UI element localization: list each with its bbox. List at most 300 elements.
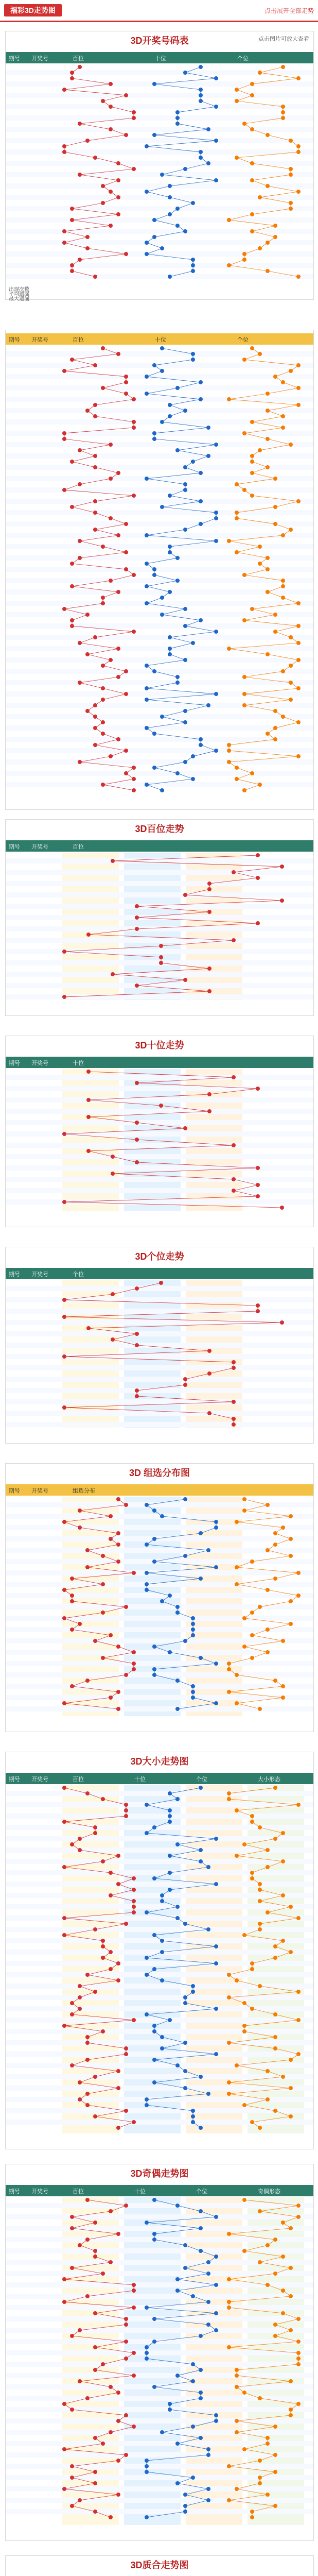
header-cell: 百位 [73,1776,84,1783]
draw-ball [70,76,74,80]
section-ge [5,1247,314,1444]
draw-ball [242,2249,246,2253]
draw-ball [214,516,218,520]
section-title: 3D十位走势 [135,1040,184,1050]
draw-ball [183,2001,187,2005]
draw-ball [206,2272,210,2276]
draw-ball [281,105,285,109]
draw-ball [152,2340,156,2344]
draw-ball [214,443,218,447]
draw-ball [250,1656,254,1660]
draw-ball [62,1354,66,1359]
draw-ball [175,448,180,452]
draw-ball [85,409,90,413]
draw-ball [242,618,246,622]
draw-ball [109,477,113,481]
draw-ball [258,1888,262,1892]
draw-ball [111,1337,115,1342]
draw-ball [258,246,262,250]
draw-ball [93,2470,97,2474]
draw-ball [62,1405,66,1410]
header-cell: 开奖号 [31,844,48,850]
draw-ball [93,414,97,418]
draw-ball [199,2396,203,2400]
draw-ball [116,161,120,165]
draw-ball [101,783,105,787]
header-cell: 十位 [73,1060,84,1066]
draw-ball [111,1292,115,1296]
trend-line [64,855,282,997]
draw-ball [70,618,74,622]
header-cell: 期号 [9,1060,20,1066]
draw-ball [168,1808,172,1812]
draw-ball [206,1865,210,1869]
draw-ball [168,1888,172,1892]
draw-ball [227,218,231,222]
draw-ball [235,1520,239,1524]
draw-ball [199,2126,203,2130]
draw-ball [273,375,277,379]
draw-ball [214,1961,218,1965]
draw-ball [281,715,285,719]
draw-ball [250,2120,254,2124]
trend-lines [6,31,313,299]
draw-ball [168,195,172,199]
draw-ball [191,754,195,758]
draw-ball [78,482,82,486]
draw-ball [135,1081,139,1085]
draw-ball [124,567,128,571]
draw-ball [175,2277,180,2281]
draw-ball [132,2120,136,2124]
section-title: 3D大小走势图 [130,1756,189,1767]
draw-ball [159,1104,163,1108]
draw-ball [191,641,195,645]
draw-ball [159,944,163,948]
draw-ball [175,116,180,120]
draw-ball [266,2442,270,2446]
draw-ball [214,1520,218,1524]
draw-ball [124,133,128,137]
draw-ball [62,1132,66,1136]
draw-ball [227,2080,231,2084]
draw-ball [281,2221,285,2225]
draw-ball [101,664,105,668]
draw-ball [101,1939,105,1943]
draw-ball [160,420,164,424]
draw-ball [250,2007,254,2011]
draw-ball [152,1673,156,1677]
draw-ball [78,2007,82,2011]
draw-ball [227,760,231,764]
draw-ball [235,1565,239,1569]
draw-ball [160,2430,164,2434]
draw-ball [160,788,164,792]
draw-ball [281,414,285,418]
draw-ball [250,178,254,182]
draw-ball [256,1303,260,1308]
draw-ball [281,579,285,583]
draw-ball [207,1109,211,1113]
draw-ball [78,65,82,69]
draw-ball [168,1814,172,1818]
draw-ball [242,1497,246,1501]
draw-ball [175,2374,180,2378]
trend-line [147,67,216,277]
draw-ball [289,635,293,639]
draw-ball [109,2430,113,2434]
draw-ball [232,1075,236,1079]
draw-ball [152,2385,156,2389]
draw-ball [101,1944,105,1948]
header-cell: 期号 [9,844,20,850]
draw-ball [85,1548,90,1552]
draw-ball [227,1791,231,1795]
draw-ball [199,499,203,503]
header-cell: 开奖号 [31,337,48,343]
draw-ball [296,658,301,662]
draw-ball [145,1803,149,1807]
draw-ball [145,562,149,566]
draw-ball [281,2311,285,2315]
section-shi [5,1036,314,1227]
draw-ball [132,1662,136,1666]
draw-ball [85,2058,90,2062]
draw-ball [135,1286,139,1291]
header-cell: 开奖号 [31,2189,48,2195]
draw-ball [206,2498,210,2502]
trend-lines [6,1247,313,1443]
draw-ball [266,409,270,413]
draw-ball [235,1701,239,1705]
draw-ball [258,2396,262,2400]
draw-ball [124,2109,128,2113]
draw-ball [124,2413,128,2417]
draw-ball [289,681,293,685]
draw-ball [206,161,210,165]
draw-ball [93,1990,97,1994]
draw-ball [175,1605,180,1609]
draw-ball [242,1842,246,1846]
draw-ball [132,2283,136,2287]
draw-ball [183,488,187,492]
draw-ball [273,477,277,481]
header-cell: 百位 [73,337,84,343]
draw-ball [168,652,172,656]
draw-ball [62,950,66,954]
draw-ball [85,613,90,617]
draw-ball [93,465,97,469]
draw-ball [124,392,128,396]
draw-ball [124,2453,128,2457]
draw-ball [250,1820,254,1824]
draw-ball [242,431,246,435]
draw-ball [124,1503,128,1507]
draw-ball [250,420,254,424]
draw-ball [235,2368,239,2372]
draw-ball [175,579,180,583]
expand-link[interactable]: 点击展开全部走势 [264,7,314,14]
draw-ball [191,352,195,356]
draw-ball [124,2046,128,2050]
draw-ball [116,1854,120,1858]
draw-ball [258,1825,262,1829]
draw-ball [266,184,270,188]
draw-ball [109,1950,113,1954]
draw-ball [160,1939,164,1943]
draw-ball [145,2464,149,2468]
draw-ball [109,1537,113,1541]
draw-ball [199,99,203,103]
draw-ball [101,545,105,549]
draw-ball [160,369,164,373]
draw-ball [199,2075,203,2079]
trend-line [147,1499,216,1709]
draw-ball [135,904,139,908]
draw-ball [296,1916,301,1920]
draw-ball [235,2385,239,2389]
draw-ball [93,2114,97,2119]
draw-ball [85,1679,90,1683]
draw-ball [235,777,239,781]
draw-ball [78,681,82,685]
draw-ball [70,460,74,464]
draw-ball [266,1548,270,1552]
draw-ball [93,156,97,160]
trend-lines [6,1036,313,1227]
draw-ball [273,2425,277,2429]
header-cell: 百位 [73,56,84,62]
header-cell: 开奖号 [31,1488,48,1494]
draw-ball [281,110,285,114]
draw-ball [235,2419,239,2423]
draw-ball [258,1922,262,1926]
draw-ball [183,2504,187,2508]
draw-ball [93,2075,97,2079]
draw-ball [109,1893,113,1897]
draw-ball [242,788,246,792]
draw-ball [289,369,293,373]
section-title: 3D开奖号码表 [130,36,189,46]
header-cell: 组选分布 [73,1488,95,1494]
draw-ball [207,882,211,886]
draw-ball [101,99,105,103]
draw-ball [250,2510,254,2514]
draw-ball [175,681,180,685]
draw-ball [132,1888,136,1892]
draw-ball [281,1696,285,1700]
draw-ball [135,1138,139,1142]
draw-ball [109,1871,113,1875]
draw-ball [116,195,120,199]
draw-ball [145,392,149,396]
draw-ball [70,71,74,75]
draw-ball [235,2374,239,2378]
draw-ball [258,352,262,356]
draw-ball [62,1865,66,1869]
draw-ball [132,630,136,634]
draw-ball [199,93,203,97]
header-cell: 十位 [134,2189,146,2195]
site-logo[interactable]: 福彩3D走势图 [4,4,62,16]
draw-ball [160,246,164,250]
draw-ball [214,2328,218,2332]
draw-ball [160,346,164,350]
draw-ball [289,2294,293,2298]
draw-ball [199,380,203,384]
draw-ball [273,1531,277,1535]
draw-ball [256,1194,260,1198]
draw-ball [70,1842,74,1846]
draw-ball [281,1684,285,1688]
draw-ball [281,2075,285,2079]
draw-ball [135,916,139,920]
draw-ball [145,2351,149,2355]
draw-ball [86,1149,91,1153]
draw-ball [78,1995,82,1999]
draw-ball [85,139,90,143]
draw-ball [70,584,74,588]
trend-line [147,1788,216,2128]
draw-ball [145,1831,149,1835]
draw-ball [160,613,164,617]
draw-ball [183,71,187,75]
section-zuxuan [5,1463,314,1732]
draw-ball [70,2476,74,2480]
section-zhihe [5,2555,314,2576]
draw-ball [207,1092,211,1096]
section-kaijiang [5,31,314,300]
draw-ball [152,1967,156,1971]
draw-ball [159,1281,163,1285]
draw-ball [183,2493,187,2497]
draw-ball [235,1673,239,1677]
draw-ball [152,2198,156,2202]
draw-ball [62,1298,66,1302]
draw-ball [266,1588,270,1592]
draw-ball [266,241,270,245]
draw-ball [266,2283,270,2287]
draw-ball [93,1639,97,1643]
draw-ball [70,2504,74,2508]
draw-ball [266,133,270,137]
draw-ball [93,743,97,747]
draw-ball [281,1831,285,1835]
draw-ball [132,110,136,114]
draw-ball [152,1876,156,1880]
draw-ball [132,2306,136,2310]
trend-line [229,67,298,277]
draw-ball [152,2238,156,2242]
draw-ball [258,2481,262,2485]
draw-ball [273,613,277,617]
draw-ball [296,2317,301,2321]
draw-ball [199,2226,203,2230]
draw-ball [214,1662,218,1666]
section-title: 3D个位走势 [135,1251,184,1262]
draw-ball [206,2453,210,2457]
draw-ball [214,1882,218,1886]
draw-ball [168,2018,172,2022]
draw-ball [232,1400,236,1404]
draw-ball [101,601,105,605]
draw-ball [289,201,293,205]
trend-line [64,1283,282,1425]
draw-ball [86,1326,91,1330]
draw-ball [124,2340,128,2344]
draw-ball [116,675,120,679]
draw-ball [175,224,180,228]
draw-ball [258,783,262,787]
section-daxiao [5,1752,314,2149]
draw-ball [199,1848,203,1852]
draw-ball [235,1978,239,1982]
draw-ball [152,766,156,770]
draw-ball [281,1639,285,1643]
draw-ball [175,675,180,679]
draw-ball [101,732,105,736]
draw-ball [152,1645,156,1649]
draw-ball [227,539,231,543]
draw-ball [227,647,231,651]
draw-ball [281,2289,285,2293]
draw-ball [85,2238,90,2242]
section-jiou [5,2164,314,2541]
draw-ball [116,2232,120,2236]
draw-ball [250,346,254,350]
draw-ball [227,2277,231,2281]
draw-ball [78,258,82,262]
draw-ball [281,1526,285,1530]
draw-ball [242,703,246,707]
draw-ball [152,2029,156,2033]
draw-ball [168,550,172,554]
draw-ball [109,190,113,194]
draw-ball [258,448,262,452]
draw-ball [93,2345,97,2349]
draw-ball [70,207,74,211]
draw-ball [273,630,277,634]
draw-ball [281,65,285,69]
draw-ball [116,2493,120,2497]
draw-ball [191,1633,195,1637]
draw-ball [62,369,66,373]
draw-ball [62,2402,66,2406]
draw-ball [232,1366,236,1370]
draw-ball [191,1696,195,1700]
draw-ball [124,1803,128,1807]
draw-ball [235,516,239,520]
draw-ball [78,2379,82,2383]
draw-ball [109,127,113,131]
draw-ball [78,448,82,452]
draw-ball [227,1797,231,1801]
draw-ball [191,1622,195,1626]
draw-ball [145,252,149,256]
draw-ball [101,1859,105,1863]
draw-ball [191,777,195,781]
draw-ball [266,465,270,469]
draw-ball [62,437,66,441]
draw-ball [227,2092,231,2096]
draw-ball [70,505,74,509]
draw-ball [289,1905,293,1909]
draw-ball [250,454,254,458]
draw-ball [93,403,97,407]
draw-ball [145,241,149,245]
draw-ball [86,1098,91,1102]
draw-ball [258,1984,262,1988]
